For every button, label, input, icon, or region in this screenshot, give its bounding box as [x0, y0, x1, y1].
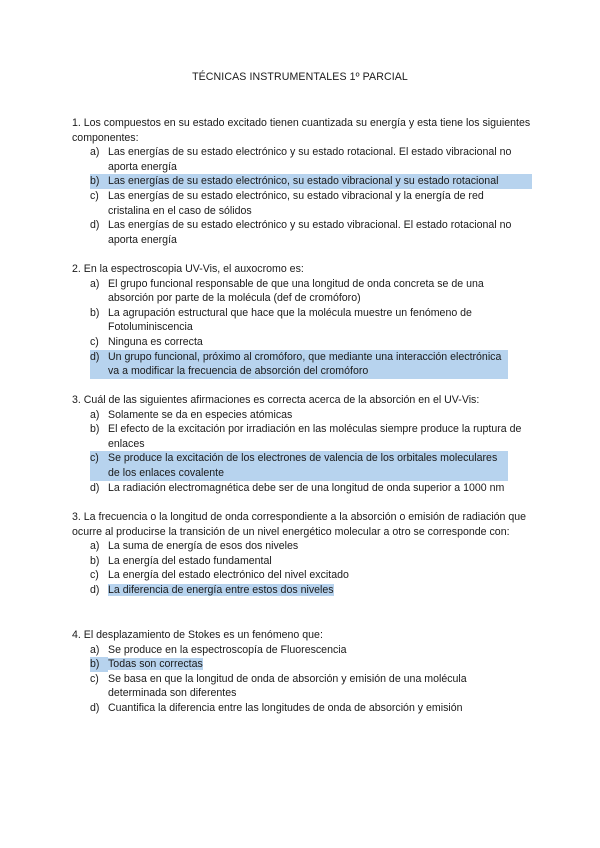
option-d[interactable]	[72, 583, 532, 598]
option-a[interactable]	[72, 408, 532, 423]
option-text: Se basa en que la longitud de onda de absorción y emisión de una molécula determinada son diferentes	[108, 672, 467, 700]
option-letter: b)	[90, 657, 108, 672]
option-letter: d)	[90, 219, 100, 232]
option-d-highlighted[interactable]	[90, 350, 508, 379]
option-text: La suma de energía de esos dos niveles	[108, 540, 299, 553]
option-c[interactable]	[72, 335, 532, 350]
option-list	[72, 145, 532, 247]
option-b[interactable]	[72, 422, 532, 451]
option-c[interactable]	[72, 672, 532, 701]
option-letter: b)	[90, 175, 100, 188]
option-text: Ninguna es correcta	[108, 335, 203, 348]
option-letter: d)	[90, 583, 100, 596]
option-text: Las energías de su estado electrónico, su estado vibracional y la energía de red cristalina en el caso de sólidos	[108, 189, 484, 217]
question-4	[72, 510, 532, 598]
option-a[interactable]	[72, 643, 532, 658]
option-letter: d)	[90, 481, 100, 494]
option-text: Se produce la excitación de los electrones de valencia de los orbitales moleculares de los enlaces covalente	[108, 452, 498, 479]
option-list	[72, 408, 532, 496]
option-a[interactable]	[72, 145, 532, 174]
option-text: Cuantifica la diferencia entre las longitudes de onda de absorción y emisión	[108, 701, 463, 714]
question-text: 3. Cuál de las siguientes afirmaciones es correcta acerca de la absorción en el UV-Vis:	[72, 394, 480, 406]
option-text: Las energías de su estado electrónico y su estado vibracional. El estado rotacional no aporta energía	[108, 219, 512, 246]
option-b-highlighted[interactable]	[90, 174, 532, 189]
option-text: La energía del estado electrónico del nivel excitado	[108, 569, 349, 582]
document-title: TÉCNICAS INSTRUMENTALES 1º PARCIAL	[192, 71, 408, 83]
question-text: 3. La frecuencia o la longitud de onda correspondiente a la absorción o emisión de radiación que ocurre al producirse la transición de un nivel energético molecular a otro se corresponde con:	[72, 511, 527, 538]
option-letter: a)	[90, 146, 100, 159]
option-list	[72, 643, 532, 716]
option-list	[72, 539, 532, 597]
option-letter: b)	[90, 554, 100, 567]
option-letter: c)	[90, 335, 99, 348]
option-text	[108, 657, 532, 672]
option-c-highlighted[interactable]	[90, 451, 508, 480]
option-b[interactable]	[72, 554, 532, 569]
option-a[interactable]	[72, 277, 532, 306]
option-d[interactable]	[72, 701, 532, 716]
option-d[interactable]	[72, 218, 532, 247]
question-text: 2. En la espectroscopia UV-Vis, el auxocromo es:	[72, 263, 304, 275]
option-text: El efecto de la excitación por irradiación en las moléculas siempre produce la ruptura de enlaces	[108, 423, 522, 450]
option-letter: b)	[90, 306, 100, 319]
option-text: La radiación electromagnética debe ser de una longitud de onda superior a 1000 nm	[108, 481, 505, 494]
option-letter: d)	[90, 701, 100, 714]
highlighted-answer: La diferencia de energía entre estos dos niveles	[108, 583, 334, 596]
option-text	[108, 583, 532, 598]
question-2	[72, 262, 532, 379]
option-text: Un grupo funcional, próximo al cromóforo, que mediante una interacción electrónica va a modificar la frecuencia de absorción del cromóforo	[108, 350, 502, 378]
option-letter: a)	[90, 643, 100, 656]
option-text: Se produce en la espectroscopía de Fluorescencia	[108, 643, 347, 656]
option-c[interactable]	[72, 568, 532, 583]
question-text: 1. Los compuestos en su estado excitado tienen cuantizada su energía y esta tiene los siguientes componentes:	[72, 117, 531, 144]
option-text: Las energías de su estado electrónico y su estado rotacional. El estado vibracional no aporta energía	[108, 146, 512, 173]
option-letter: c)	[90, 452, 99, 465]
option-b[interactable]	[72, 657, 532, 672]
option-letter: c)	[90, 189, 99, 202]
option-a[interactable]	[72, 539, 532, 554]
option-text: Solamente se da en especies atómicas	[108, 408, 293, 421]
option-c[interactable]	[72, 189, 532, 218]
option-text: Las energías de su estado electrónico, su estado vibracional y su estado rotacional	[108, 175, 499, 188]
option-letter: a)	[90, 408, 100, 421]
option-d[interactable]	[72, 481, 532, 496]
question-3	[72, 393, 532, 495]
highlighted-answer: Todas son correctas	[108, 658, 203, 671]
option-letter: b)	[90, 423, 100, 436]
option-letter: c)	[90, 569, 99, 582]
option-text: La energía del estado fundamental	[108, 554, 272, 567]
option-list	[72, 277, 532, 379]
question-1	[72, 116, 532, 247]
option-letter: a)	[90, 277, 100, 290]
option-letter: c)	[90, 672, 99, 685]
question-text: 4. El desplazamiento de Stokes es un fenómeno que:	[72, 629, 323, 641]
option-text: El grupo funcional responsable de que una longitud de onda concreta se de una absorción por parte de la molécula (def de cromóforo)	[108, 277, 484, 305]
option-letter: d)	[90, 350, 100, 363]
option-b[interactable]	[72, 306, 532, 335]
question-5	[72, 628, 532, 716]
option-text: La agrupación estructural que hace que la molécula muestre un fenómeno de Fotoluminiscencia	[108, 306, 472, 334]
option-letter: a)	[90, 540, 100, 553]
